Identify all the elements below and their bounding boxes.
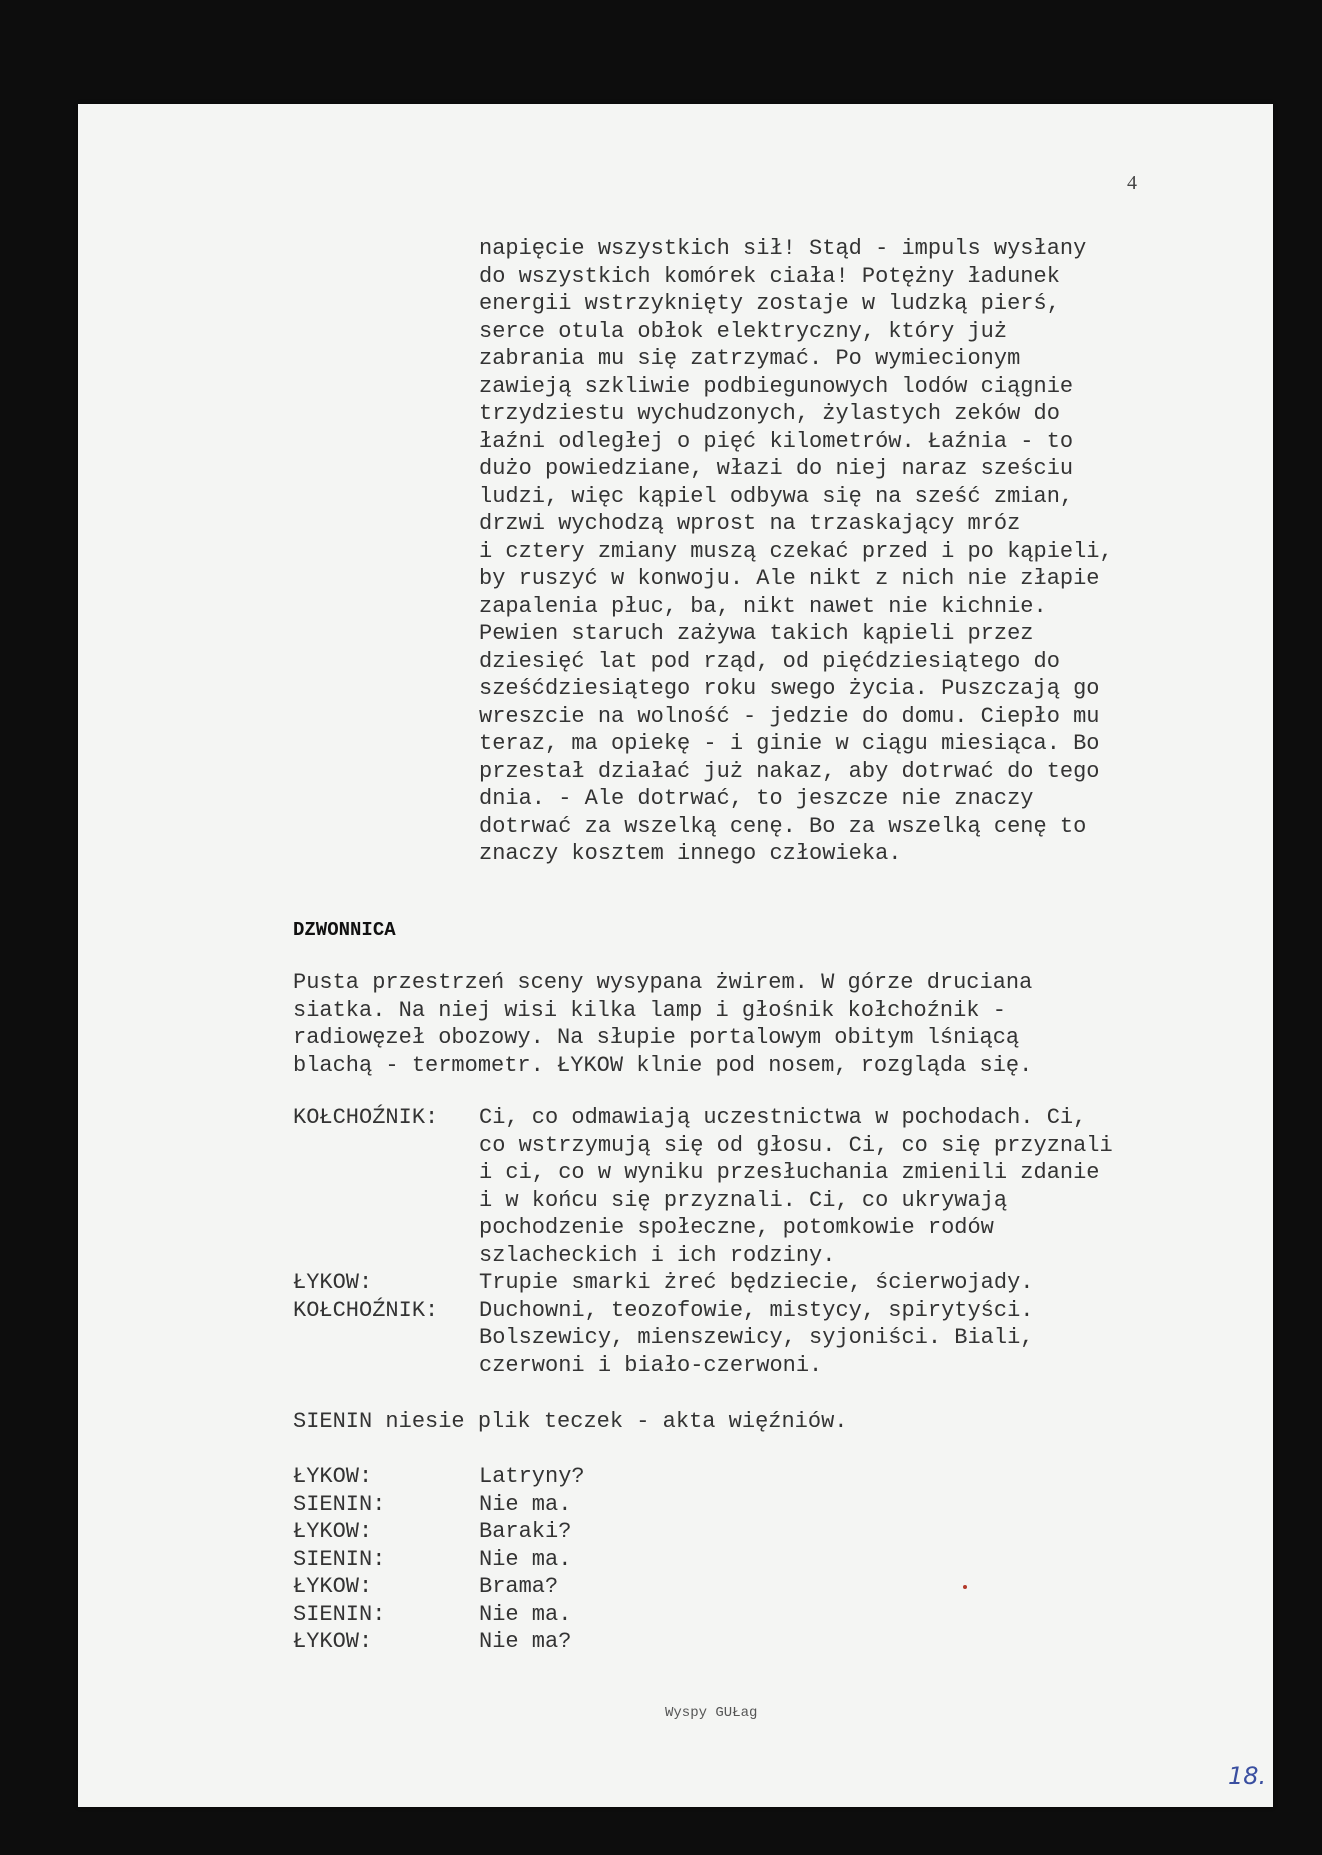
speech-text: Latryny? xyxy=(479,1464,585,1489)
stage-direction: Pusta przestrzeń sceny wysypana żwirem. W górze druciana siatka. Na niej wisi kilka lamp i głośnik kołchoźnik - radiowęzeł obozowy. Na słupie portalowym obitym lśniącą blachą - termometr. ŁYKOW klnie pod nosem, rozgląda się. xyxy=(293,970,1033,1078)
continuation-paragraph: napięcie wszystkich sił! Stąd - impuls wysłany do wszystkich komórek ciała! Potężny ładunek energii wstrzyknięty zostaje w ludzką pierś, serce otula obłok elektryczny, który już zabrania mu się zatrzymać. Po wymiecionym zawieją szkliwie podbiegunowych lodów ciągnie trzydziestu wychudzonych, żylastych zeków do łaźni odległej o pięć kilometrów. Łaźnia - to dużo powiedziane, włazi do niej naraz sześciu ludzi, więc kąpiel odbywa się na sześć zmian, drzwi wychodzą wprost na trzaskający mróz i cztery zmiany muszą czekać przed i po kąpieli, by ruszyć w konwoju. Ale nikt z nich nie złapie zapalenia płuc, ba, nikt nawet nie kichnie. Pewien staruch zażywa takich kąpieli przez dziesięć lat pod rząd, od pięćdziesiątego do sześćdziesiątego roku swego życia. Puszczają go wreszcie na wolność - jedzie do domu. Ciepło mu teraz, ma opiekę - i ginie w ciągu miesiąca. Bo przestał działać już nakaz, aby dotrwać do tego dnia. - Ale dotrwać, to jeszcze nie znaczy dotrwać za wszelką cenę. Bo za wszelką cenę to znaczy kosztem innego człowieka. xyxy=(479,236,1113,866)
speech-text: Ci, co odmawiają uczestnictwa w pochodach. Ci, co wstrzymują się od głosu. Ci, co się przyznali i ci, co w wyniku przesłuchania zmienili zdanie i w końcu się przyznali. Ci, co ukrywają pochodzenie społeczne, potomkowie rodów szlacheckich i ich rodziny. xyxy=(479,1105,1113,1268)
dialogue-line xyxy=(293,1269,1113,1297)
speaker-name: ŁYKOW: xyxy=(293,1629,373,1654)
speech-text: Nie ma. xyxy=(479,1601,572,1627)
dialogue-line xyxy=(293,1463,585,1491)
dialogue-block-2 xyxy=(293,1463,585,1656)
speech-text: Baraki? xyxy=(479,1519,572,1544)
speaker-name: ŁYKOW: xyxy=(293,1574,373,1599)
dialogue-line xyxy=(293,1601,585,1629)
speaker-name: ŁYKOW: xyxy=(293,1464,373,1489)
dialogue-block-1 xyxy=(293,1104,1113,1379)
speech-text: Nie ma. xyxy=(479,1491,572,1517)
speaker-name: SIENIN: xyxy=(293,1491,386,1517)
dialogue-line xyxy=(293,1628,585,1656)
speaker-name: KOŁCHOŹNIK: xyxy=(293,1297,439,1323)
dialogue-line xyxy=(293,1518,585,1546)
speech-text: Duchowni, teozofowie, mistycy, spirytyści. Bolszewicy, mienszewicy, syjoniści. Biali, czerwoni i biało-czerwoni. xyxy=(479,1297,1034,1378)
dialogue-line xyxy=(293,1297,1113,1380)
dialogue-line xyxy=(293,1546,585,1574)
speaker-name: SIENIN: xyxy=(293,1546,386,1572)
speech-text: Nie ma. xyxy=(479,1546,572,1572)
ink-speck xyxy=(963,1585,967,1589)
dialogue-line xyxy=(293,1573,585,1601)
speech-text: Nie ma? xyxy=(479,1629,572,1654)
handwritten-annotation: 18. xyxy=(1228,1762,1267,1790)
stage-direction-2: SIENIN niesie plik teczek - akta więźniów. xyxy=(293,1409,848,1434)
speaker-name: KOŁCHOŹNIK: xyxy=(293,1105,439,1130)
page-number: 4 xyxy=(1127,172,1137,194)
speech-text: Trupie smarki żreć będziecie, ścierwojady. xyxy=(479,1270,1034,1295)
page-footer: Wyspy GUŁag xyxy=(665,1705,758,1721)
section-heading: DZWONNICA xyxy=(293,919,396,941)
dialogue-line xyxy=(293,1104,1113,1269)
speech-text: Brama? xyxy=(479,1574,559,1599)
speaker-name: ŁYKOW: xyxy=(293,1519,373,1544)
speaker-name: ŁYKOW: xyxy=(293,1270,373,1295)
speaker-name: SIENIN: xyxy=(293,1601,386,1627)
dialogue-line xyxy=(293,1491,585,1519)
